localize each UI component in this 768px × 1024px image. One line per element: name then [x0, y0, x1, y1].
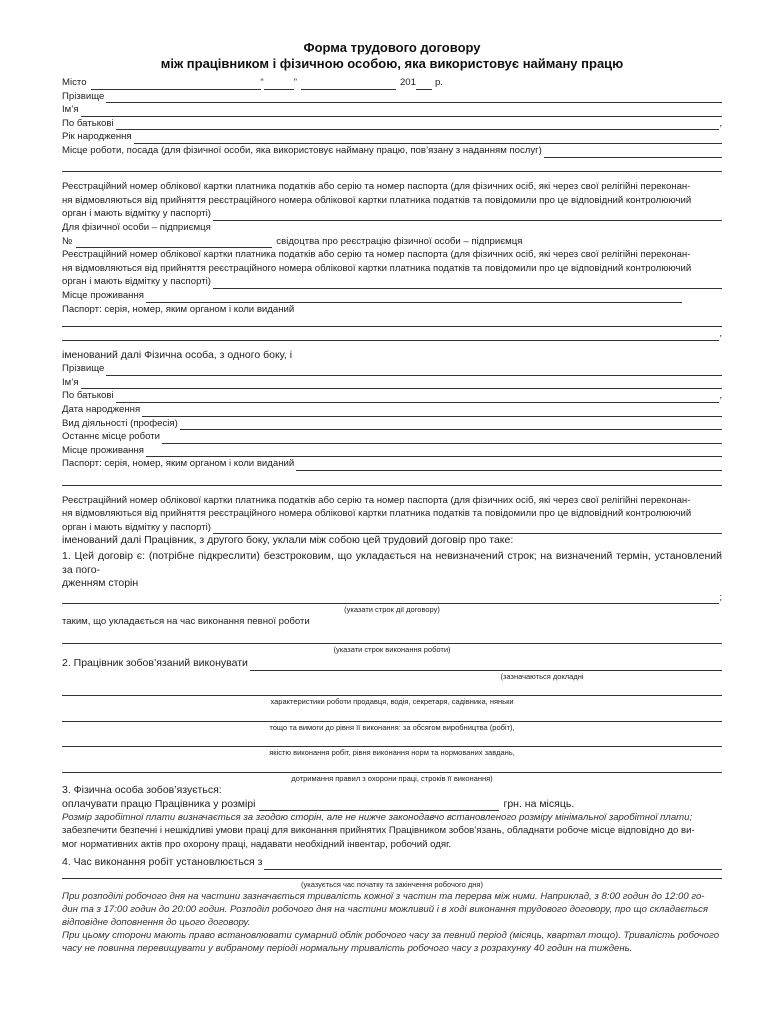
section3-salary-row [62, 798, 722, 812]
employee-lastwork-row [62, 430, 722, 444]
section2-hint-5: дотримання правил з охорони праці, строків її виконання) [291, 773, 493, 783]
section2-hint-4: якістю виконання робіт, рівня виконання норм та нормованих завдань, [269, 748, 515, 758]
section3-label: 3. Фізична особа зобов’язується: [62, 783, 222, 796]
employee-residence-label: Місце проживання [62, 444, 144, 456]
employee-passport-field[interactable] [296, 460, 722, 471]
employee-patronymic-label: По батькові [62, 390, 114, 402]
entrepreneur-heading [62, 221, 722, 235]
employee-lastwork-label: Останнє місце роботи [62, 431, 160, 443]
employer-birth-field[interactable] [134, 133, 722, 144]
section2-hint-2: характеристики роботи продавця, водія, секретаря, садівника, няньки [270, 697, 514, 707]
employee-taxid-field[interactable] [213, 523, 722, 534]
city-date-line [62, 76, 722, 90]
section1-text-3 [62, 615, 722, 629]
employer-residence-label: Місце проживання [62, 289, 144, 301]
employer-surname-field[interactable] [106, 92, 722, 103]
section2-line-1[interactable] [62, 682, 722, 697]
employee-intro [62, 349, 722, 363]
employee-passport-label: Паспорт: серія, номер, яким органом і коли виданий [62, 458, 295, 470]
employer-taxid2-text-2: ня відмовляються від прийняття реєстраційного номера облікової картки платника податків та повідомили про це відповідний контролюючий [62, 262, 692, 274]
employer-birth-row [62, 130, 722, 144]
section4-note2-1: При цьому сторони мають право встановлювати сумарний облік робочого часу за певний період (місяць, квартал тощо). Тривалість робочого [62, 929, 720, 941]
section2-line-2[interactable] [62, 707, 722, 722]
section1-term-row [62, 591, 722, 605]
employee-taxid-row [62, 521, 722, 535]
employee-name-label: Ім’я [62, 376, 79, 388]
section1-task-label: таким, що укладається на час виконання певної роботи [62, 616, 310, 628]
employer-passport-line-2[interactable] [62, 330, 719, 341]
employee-activity-field[interactable] [180, 419, 722, 430]
employer-patronymic-label: По батькові [62, 117, 114, 129]
year-field[interactable] [416, 79, 432, 90]
employee-taxid-text-1: Реєстраційний номер облікової картки платника податків або серію та номер паспорта (для фізичних осіб, які через свої релігійні переконан- [62, 494, 691, 506]
employee-name-field[interactable] [81, 378, 722, 389]
employer-passport-label: Паспорт: серія, номер, яким органом і коли виданий [62, 303, 295, 315]
section3-salary-tail: грн. на місяць. [503, 797, 575, 810]
employee-activity-label: Вид діяльності (професія) [62, 417, 178, 429]
section4-note1-3: відповідне доповнення до цього договору. [62, 916, 251, 928]
employee-outro-text: іменований далі Працівник, з другого боку, уклали між собою цей трудовий договір про таке: [62, 534, 514, 547]
section1-hint-1: (указати строк дії договору) [344, 605, 440, 615]
employer-workplace-label: Місце роботи, посада (для фізичної особи, яка використовує найману працю, пов’язану з наданням послуг) [62, 144, 542, 156]
section2-field[interactable] [250, 660, 722, 671]
section2-row [62, 655, 722, 671]
form-title-line2: між працівником і фізичною особою, яка використовує найману працю [160, 56, 624, 71]
section1-agreed-label: дженням сторін [62, 577, 139, 590]
section3-obligations-tail: мог нормативних актів про охорону праці, надавати необхідний інвентар, робочий одяг. [62, 838, 452, 850]
employee-patronymic-field[interactable] [116, 392, 720, 403]
employer-surname-row [62, 90, 722, 104]
section4-field[interactable] [264, 859, 722, 870]
employer-workplace-row [62, 144, 722, 158]
section1-task-field[interactable] [62, 629, 722, 644]
section1-text-1: 1. Цей договір є: (потрібне підкреслити) безстроковим, що укладається на невизначений строк; на визначений термін, установлений за пого- [62, 550, 722, 576]
employee-surname-field[interactable] [106, 365, 722, 376]
section2-hint-1: (зазначаються докладні [500, 671, 584, 681]
section4-note2-2: часу не повинна перевищувати у вибраному періоді нормальну тривалість робочого часу з розрахунку 40 годин на тиждень. [62, 942, 633, 954]
employer-name-field[interactable] [81, 106, 722, 117]
employee-taxid-label: орган і мають відмітку у паспорті) [62, 521, 211, 533]
year-suffix: р. [434, 77, 443, 88]
section2-hint-3: тощо та вимоги до рівня її виконання: за обсягом виробництва (робіт), [269, 722, 515, 732]
employer-taxid-text-2: ня відмовляються від прийняття реєстраційного номера облікової картки платника податків та повідомили про це відповідний контролюючий [62, 194, 692, 206]
section2-line-3[interactable] [62, 733, 722, 748]
employee-name-row [62, 376, 722, 390]
entrepreneur-label: Для фізичної особи – підприємця [62, 221, 211, 233]
employer-taxid-field[interactable] [213, 210, 722, 221]
employee-lastwork-field[interactable] [162, 433, 722, 444]
employer-taxid2-text-1: Реєстраційний номер облікової картки платника податків або серію та номер паспорта (для фізичних осіб, які через свої релігійні переконан- [62, 249, 691, 261]
employer-taxid2-field[interactable] [213, 278, 722, 289]
form-title-line1: Форма трудового договору [303, 40, 481, 55]
month-field[interactable] [301, 79, 396, 90]
employer-taxid2-label: орган і мають відмітку у паспорті) [62, 276, 211, 288]
employer-patronymic-row: По батькові , [62, 117, 722, 129]
employer-taxid2-row [62, 275, 722, 289]
employer-passport-line-1[interactable] [62, 316, 722, 327]
day-field[interactable] [264, 79, 294, 90]
employee-birth-field[interactable] [142, 406, 722, 417]
employer-taxid-row [62, 207, 722, 221]
section1-hint-2: (указати строк виконання роботи) [333, 644, 451, 654]
employer-name-label: Ім’я [62, 104, 79, 116]
section3-heading [62, 784, 722, 798]
quote-open: “ [260, 77, 264, 88]
employee-intro-text: іменований далі Фізична особа, з одного боку, і [62, 348, 293, 361]
section3-text-3-1: забезпечити безпечні і нешкідливі умови праці для виконання прийнятих Працівником зобов’язань, обладнати робоче місце відповідно до ви- [62, 825, 695, 837]
section3-salary-label: оплачувати працю Працівника у розмірі [62, 797, 256, 810]
employer-workplace-field[interactable] [544, 147, 722, 158]
year-label: 201 [399, 77, 416, 88]
employee-residence-field[interactable] [146, 446, 722, 457]
section4-note1-1: При розподілі робочого дня на частини зазначається тривалість кожної з частин та перерва між ними. Наприклад, з 8:00 годин до 12:00 го- [62, 890, 705, 902]
number-sign: № [62, 235, 73, 247]
employer-taxid-label: орган і мають відмітку у паспорті) [62, 208, 211, 220]
employer-surname-label: Прізвище [62, 90, 105, 102]
section1-text-2 [62, 577, 722, 591]
section2-line-4[interactable] [62, 758, 722, 773]
employer-passport-line-2-row: , [62, 327, 722, 341]
section4-note1-2: дин та з 17:00 годин до 20:00 годин. Розподіл робочого дня на частини можливий і в ході виконання трудового договору, про що складається [62, 903, 709, 915]
section3-salary-field[interactable] [259, 800, 499, 811]
employee-outro [62, 534, 722, 548]
employer-residence-row [62, 289, 722, 303]
section3-text-3-2 [62, 838, 722, 852]
certificate-row [62, 235, 722, 249]
employee-passport-extra-line[interactable] [62, 471, 722, 486]
employee-passport-row [62, 457, 722, 471]
contract-form [62, 40, 722, 955]
employee-birth-label: Дата народження [62, 404, 141, 416]
city-label: Місто [62, 77, 87, 88]
form-title [62, 40, 722, 72]
employer-name-row [62, 103, 722, 117]
employee-patronymic-row: По батькові , [62, 390, 722, 402]
section1-term-field[interactable] [62, 593, 719, 604]
section1-semicolon: ; [719, 591, 722, 603]
employee-residence-row [62, 444, 722, 458]
employee-surname-row [62, 362, 722, 376]
employer-taxid-text-1: Реєстраційний номер облікової картки платника податків або серію та номер паспорта (для фізичних осіб, які через свої релігійні переконан- [62, 181, 691, 193]
section4-row [62, 856, 722, 870]
city-field[interactable] [91, 79, 261, 90]
section4-hint: (указується час початку та закінчення робочого дня) [301, 879, 483, 889]
employee-activity-row [62, 417, 722, 431]
employee-surname-label: Прізвище [62, 363, 105, 375]
quote-close: ” [293, 77, 297, 88]
certificate-label: свідоцтва про реєстрацію фізичної особи – підприємця [276, 235, 523, 247]
section4-line[interactable] [62, 870, 722, 879]
employer-workplace-extra-line[interactable] [62, 158, 722, 173]
employer-residence-field[interactable] [146, 292, 682, 303]
employee-taxid-text-2: ня відмовляються від прийняття реєстраційного номера облікової картки платника податків та повідомили про це відповідний контролюючий [62, 508, 692, 520]
section2-label: 2. Працівник зобов’язаний виконувати [62, 656, 248, 669]
section4-label: 4. Час виконання робіт установлюється з [62, 856, 263, 869]
employee-birth-row [62, 403, 722, 417]
employer-patronymic-field[interactable] [116, 119, 720, 130]
employer-birth-label: Рік народження [62, 131, 132, 143]
certificate-number-field[interactable] [76, 237, 272, 248]
section3-note: Розмір заробітної плати визначається за згодою сторін, але не нижче законодавчо встановленого розміру мінімальної заробітної плати; [62, 812, 693, 824]
employer-passport-row [62, 303, 722, 317]
